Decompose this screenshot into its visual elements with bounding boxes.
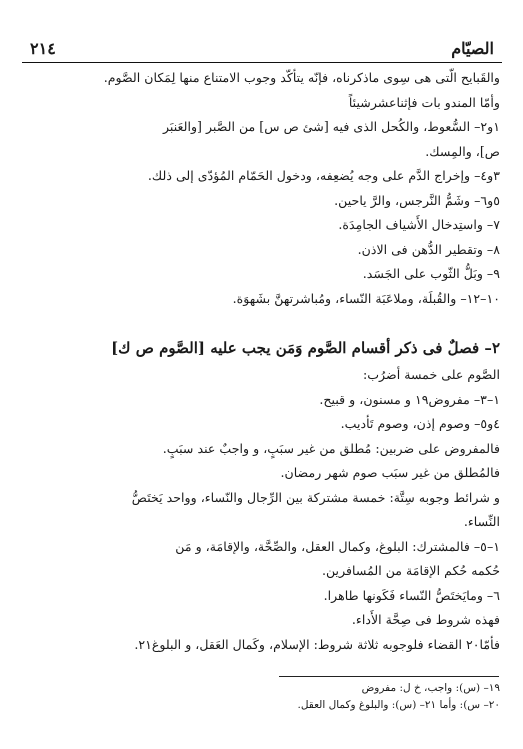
section-heading: ٢– فصلٌ فى ذكر أقسام الصَّوم وَمَن يجب عليه [الصَّوم ص ك] (111, 339, 500, 357)
text-line: ١–٣– مفروض١٩ و مسنون، و قبيح. (319, 391, 500, 407)
text-line: والقَبايح الّتى هى سِوى ماذكرناه، فإنّه يتأكّد وجوب الامتناع منها لِمَكان الصَّوم. (103, 70, 500, 85)
text-line: و شرائط وجوبه سِتَّة: خمسة مشتركة بين الرِّجال والنّساء، وواحد يَختَصُّ (131, 489, 500, 505)
footnotes (24, 680, 500, 714)
text-line: النِّساء. (463, 514, 500, 529)
footnote: ٢٠– س): وأما ٢١– (س): والبلوغ وكمال العقل. (297, 699, 500, 711)
text-line: ٣و٤– وإخراج الدَّم على وجه يُضعِفه، ودخول الحَمّام المُؤدّى إلى ذلك. (147, 168, 500, 183)
section-gap (24, 311, 500, 333)
text-line: ١و٢– السُّعوط، والكُحل الذى فيه [شئ ص س] من الصَّبر [والعَنبَر (162, 119, 500, 134)
text-line: ٦– ومايَختَصُّ النّساء فَكَونها طاهرا. (323, 587, 500, 603)
footnote-rule (279, 676, 499, 677)
text-line: ١٠–١٢– والقُبلَة، وملاعَبَة النّساء، ومُباشرتهنَّ بشَهوَة. (232, 290, 500, 306)
page-number: ٢١٤ (30, 39, 56, 58)
text-line: الصَّوم على خمسة أضرُب: (362, 367, 500, 382)
text-line: وأمّا المندو بات فإثناعشرشيئاً (348, 94, 500, 110)
header-rule (22, 62, 502, 63)
text-line: فالمُطلق من غير سبَب صوم شهر رمضان. (280, 465, 500, 480)
text-line: ٩– وبَلُّ الثّوب على الجَسَد. (362, 266, 500, 281)
text-line: ٤و٥– وصوم إذن، وصوم تَأديب. (340, 416, 500, 431)
text-line: فالمفروض على ضربين: مُطلق من غير سبَبٍ، و واجبٌ عند سبَبٍ. (162, 440, 500, 456)
text-line: ٨– وتقطير الدُّهن فى الاذن. (357, 241, 500, 257)
page-header (26, 32, 498, 58)
footnote: ١٩– (س): واجب، خ ل: مفروض (361, 682, 500, 694)
running-title: الصيّام (451, 39, 494, 58)
text-line: فهذه شروط فى صِحَّة الأَداء. (351, 612, 500, 627)
text-line: فأمّا٢٠ القضاء فلوجوبه ثلاثة شروط: الإسلام، وكَمال العَقل، و البلوغ٢١. (134, 636, 500, 652)
text-line: حُكمه حُكم الإقامَة من المُسافرين. (321, 563, 500, 578)
text-line: ٧– واستِدخال الأَشياف الجامِدَة. (338, 217, 500, 232)
text-line: ٥و٦– وشَمُّ النَّرجس، والرَّ ياحين. (334, 192, 500, 208)
page-body (24, 66, 500, 657)
text-line: ص]، والمِسك. (425, 143, 500, 159)
text-line: ١–٥– فالمشترك: البلوغ، وكمال العقل، والصِّحَّة، والإقامَة، و مَن (175, 538, 500, 554)
